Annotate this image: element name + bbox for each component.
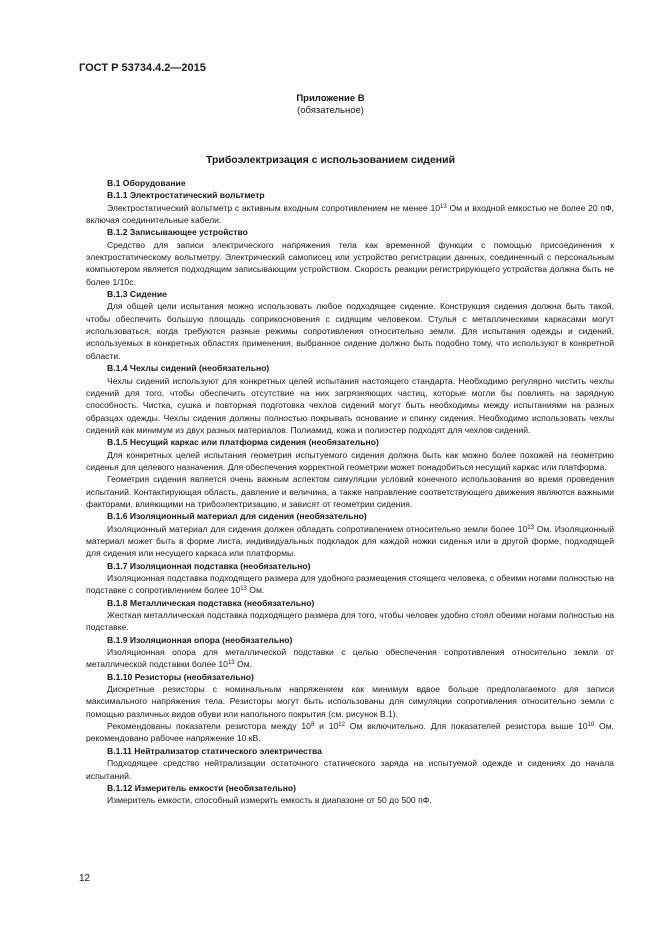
paragraph: Чехлы сидений используют для конкретных целей испытания настоящего стандарта. Необходимо регулярно чистить чехлы сидений для того, чтобы обеспечить отсутствие на них загрязняющих частиц, которые могли бы повлиять на зарядную способность. Чистка, сушка и повторная подготовка чехлов сидений могут быть необходимы между испытаниями на разных образцах одежды. Чехлы сидения должны полностью покрывать основание и спинку сидения. Необходимо использовать чехлы сидений как минимум из двух разных материалов. Полиамид, кожа и полиэстер подходят для чехлов сидений. xyxy=(86,375,614,435)
subsection-heading: В.1.2 Записывающее устройство xyxy=(107,227,248,238)
subsection-heading: В.1.11 Нейтрализатор статического электричества xyxy=(107,745,322,756)
paragraph: Жесткая металлическая подставка подходящего размера для того, чтобы человек удобно стоял обеими ногами полностью на подставке. xyxy=(86,610,614,633)
paragraph: Рекомендованы показатели резистора между $10^8$ и $10^{12}$ Ом включительно. Для показателей резистора выше $10^{10}$ Ом, рекомендовано рабочее напряжение 10 кВ. xyxy=(86,721,614,744)
subsection-heading: В.1.9 Изоляционная опора (необязательно) xyxy=(107,634,293,645)
subsection-heading: В.1.5 Несущий каркас или платформа сидения (необязательно) xyxy=(107,437,379,448)
subsection-heading: В.1.6 Изоляционный материал для сидения (необязательно) xyxy=(107,511,367,522)
document-body xyxy=(86,177,614,807)
paragraph: Электростатический вольтметр с активным входным сопротивлением не менее $10^{13}$ Ом и входной емкостью не более 20 пФ, включая соединительные кабели. xyxy=(86,202,614,226)
paragraph: Для конкретных целей испытания геометрия испытуемого сидения должна быть как можно более похожей на геометрию сиденья для целевого назначения. Для обеспечения корректной геометрии может понадобиться несущий каркас или платформа. xyxy=(86,449,614,472)
paragraph: Дискретные резисторы с номинальным напряжением как минимум вдвое больше предполагаемого для записи максимального напряжения тела. Резисторы могут быть использованы для симуляции сопротивления относительно земли с помощью различных видов обуви или напольного покрытия (см. рисунок В.1). xyxy=(86,684,614,719)
subsection-heading: В.1.10 Резисторы (необязательно) xyxy=(107,671,254,682)
paragraph: Измеритель емкости, способный измерить емкость в диапазоне от 50 до 500 пФ. xyxy=(107,795,432,806)
paragraph: Изоляционная подставка подходящего размера для удобного размещения стоящего человека, с обеими ногами полностью на подставке с сопротивлением более $10^{13}$ Ом. xyxy=(86,573,614,596)
paragraph: Подходящее средство нейтрализации остаточного статического заряда на испытуемой одежде и сидениях до начала испытаний. xyxy=(86,758,614,781)
subsection-heading: В.1.4 Чехлы сидений (необязательно) xyxy=(107,363,270,374)
appendix-label: Приложение В xyxy=(296,93,365,104)
subsection-heading: В.1.3 Сидение xyxy=(107,289,167,300)
paragraph: Средство для записи электрического напряжения тела как временной функции с помощью присоединения к электростатическому вольтметру. Электрический самописец или устройство регистрации данных, соединенный с персональным компьютером является подходящим записывающим устройством. Скорость реакции регистрирующего устройства должна быть не более 1/10с. xyxy=(86,239,614,287)
appendix-status: (обязательное) xyxy=(297,105,364,116)
paragraph: Изоляционная опора для металлической подставки с целью обеспечения сопротивления относительно земли от металлической подставки более $10^{13}$ Ом. xyxy=(86,647,614,670)
subsection-heading: В.1.1 Электростатический вольтметр xyxy=(107,190,265,201)
paragraph: Изоляционный материал для сидения должен обладать сопротивлением относительно земли более $10^{13}$ Ом. Изоляционный материал может быть в форме листа, индивидуальных подкладок для каждой ножки сиденья или в другой форме, подходящей для сидения или несущего каркаса или платформы. xyxy=(86,523,615,559)
document-id: ГОСТ Р 53734.4.2—2015 xyxy=(79,62,206,74)
appendix-title: Трибоэлектризация с использованием сидений xyxy=(205,154,456,166)
subsection-heading: В.1.12 Измеритель емкости (необязательно) xyxy=(107,782,296,793)
page-number: 12 xyxy=(79,873,91,884)
paragraph: Для общей цели испытания можно использовать любое подходящее сидение. Конструкция сидения должна быть такой, чтобы обеспечить большую площадь соприкосновения с сидящим человеком. Стулья с металлическими каркасами могут использоваться, когда требуются разные режимы сопротивления относительно земли. Для испытания одежды и сидений, используемых в конкретных областях применения, выбранное сидение должно быть подобно тому, что используют в конкретной области. xyxy=(86,301,614,361)
subsection-heading: В.1.7 Изоляционная подставка (необязательно) xyxy=(107,560,311,571)
subsection-heading: В.1.8 Металлическая подставка (необязательно) xyxy=(107,597,315,608)
section-heading: В.1 Оборудование xyxy=(107,178,186,188)
paragraph: Геометрия сидения является очень важным аспектом симуляции условий конечного использования во время проведения испытаний. Контактирующая область, давление и величина, а также направление соответствующего движения являются важными факторами, влияющими на трибоэлектризацию, и зависят от геометрии сидения. xyxy=(86,474,614,509)
